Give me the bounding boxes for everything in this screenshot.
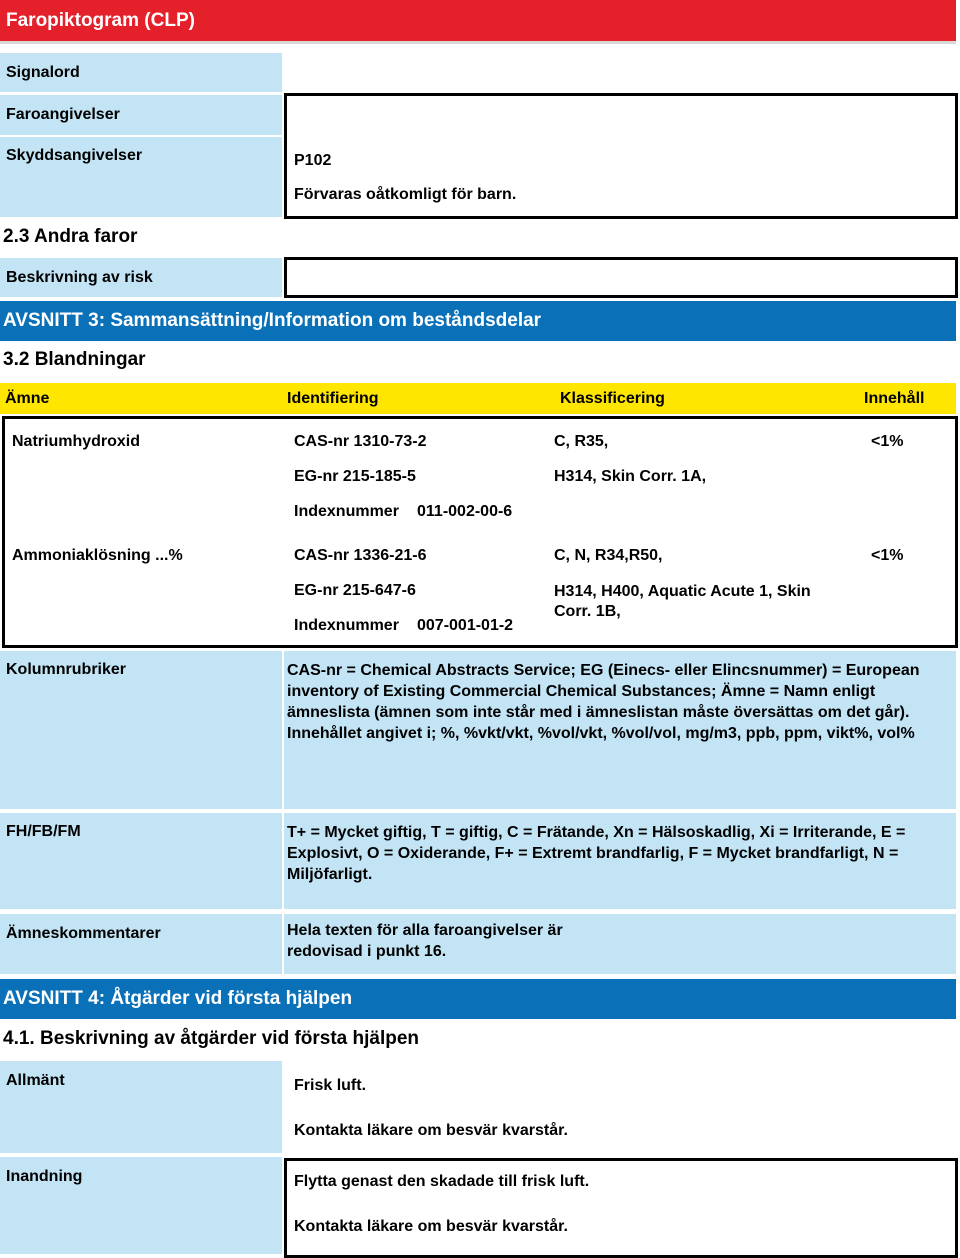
inhalation-label: Inandning <box>0 1157 282 1254</box>
substance-name: Ammoniaklösning ...% <box>12 547 183 564</box>
precautionary-label: Skyddsangivelser <box>0 137 282 217</box>
inhalation-line-1: Flytta genast den skadade till frisk luft. <box>294 1173 590 1190</box>
eg-number: EG-nr 215-647-6 <box>294 582 416 599</box>
general-line-2: Kontakta läkare om besvär kvarstår. <box>294 1122 568 1139</box>
column-headings-label: Kolumnrubriker <box>0 651 282 809</box>
content-value: <1% <box>871 433 904 450</box>
mixtures-heading: 3.2 Blandningar <box>3 349 146 370</box>
classification-2: H314, H400, Aquatic Acute 1, Skin Corr. 1B, <box>554 583 811 620</box>
substance-table <box>2 416 958 648</box>
index-label: Indexnummer <box>294 617 399 634</box>
fh-label: FH/FB/FM <box>0 813 282 909</box>
risk-description-label: Beskrivning av risk <box>0 258 282 297</box>
column-headings-panel <box>284 651 956 809</box>
classification-1: C, R35, <box>554 433 609 450</box>
general-line-1: Frisk luft. <box>294 1077 367 1094</box>
index-value: 011-002-00-6 <box>417 503 513 520</box>
substance-comments-text: Hela texten för alla faroangivelser är redovisad i punkt 16. <box>287 922 563 960</box>
other-hazards-heading: 2.3 Andra faror <box>3 226 138 247</box>
substance-comments-label: Ämneskommentarer <box>0 914 282 974</box>
cas-number: CAS-nr 1310-73-2 <box>294 433 427 450</box>
fh-panel <box>284 813 956 909</box>
col-identification: Identifiering <box>287 390 379 407</box>
hazard-statements-label: Faroangivelser <box>0 95 282 135</box>
table-header <box>0 383 956 414</box>
index-label: Indexnummer <box>294 503 399 520</box>
col-classification: Klassificering <box>560 390 665 407</box>
classification-1: C, N, R34,R50, <box>554 547 663 564</box>
first-aid-heading: 4.1. Beskrivning av åtgärder vid första hjälpen <box>3 1028 420 1049</box>
column-headings-text: CAS-nr = Chemical Abstracts Service; EG (Einecs- eller Elincsnummer) = European inventory of Existing Commercial Chemical Substances; Ämne = Namn enligt ämneslista (ämnen som inte står med i ämneslistan måste översättas om det går). Innehållet angivet i; %, %vkt/vkt, %vol/vkt, %vol/vol, mg/m3, ppb, ppm, vikt%, vol% <box>287 662 920 742</box>
fh-text: T+ = Mycket giftig, T = giftig, C = Frätande, Xn = Hälsoskadlig, Xi = Irriterande, E = Explosivt, O = Oxiderande, F+ = Extremt brandfarlig, F = Mycket brandfarligt, N = Miljöfarligt. <box>287 824 906 883</box>
inhalation-line-2: Kontakta läkare om besvär kvarstår. <box>294 1218 568 1235</box>
col-substance: Ämne <box>5 390 50 407</box>
risk-description-box <box>284 257 958 298</box>
hazard-pictogram-header: Faropiktogram (CLP) <box>0 0 956 44</box>
content-value: <1% <box>871 547 904 564</box>
substance-comments-panel <box>284 914 956 974</box>
cas-number: CAS-nr 1336-21-6 <box>294 547 427 564</box>
signal-word-label: Signalord <box>0 53 282 92</box>
classification-2: H314, Skin Corr. 1A, <box>554 468 707 485</box>
substance-name: Natriumhydroxid <box>12 433 141 450</box>
section4-header: AVSNITT 4: Åtgärder vid första hjälpen <box>0 979 956 1019</box>
eg-number: EG-nr 215-185-5 <box>294 468 416 485</box>
precautionary-code: P102 <box>294 152 332 169</box>
general-label: Allmänt <box>0 1061 282 1153</box>
section3-header: AVSNITT 3: Sammansättning/Information om beståndsdelar <box>0 301 956 341</box>
index-value: 007-001-01-2 <box>417 617 514 634</box>
precautionary-text: Förvaras oåtkomligt för barn. <box>294 186 517 203</box>
col-content: Innehåll <box>864 390 925 407</box>
